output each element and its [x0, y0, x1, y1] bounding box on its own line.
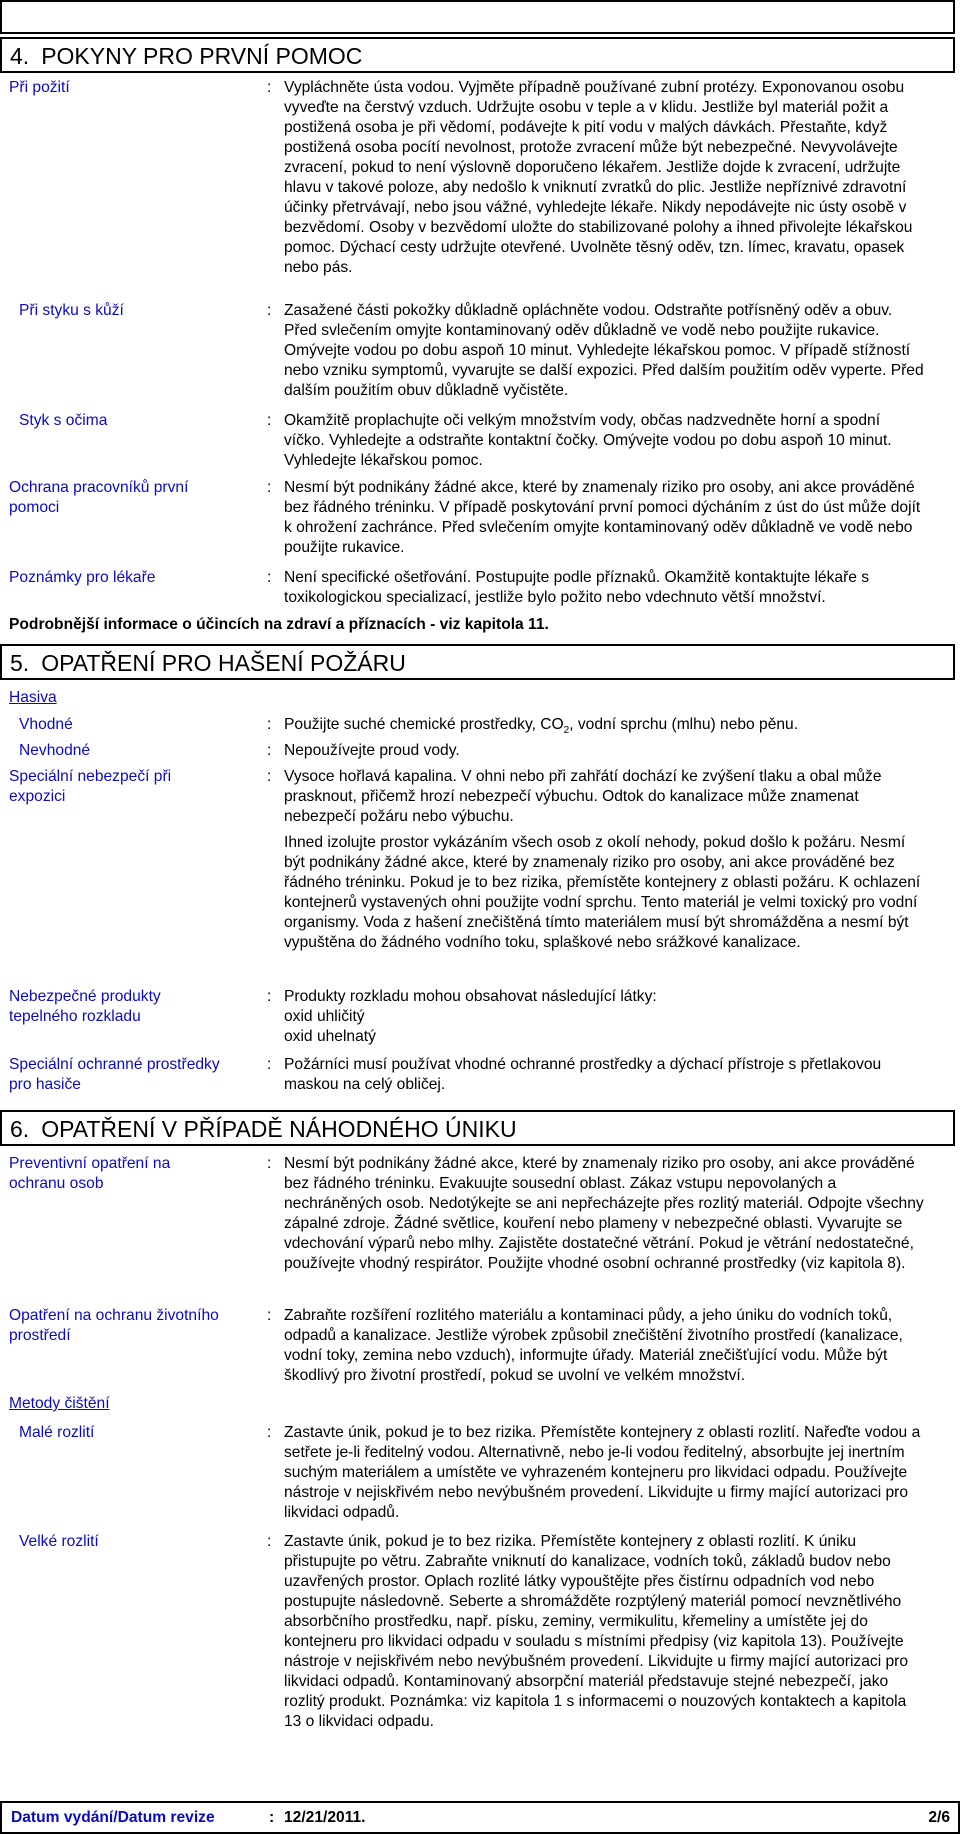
subheading: Hasiva [9, 689, 57, 706]
revision-date: 12/21/2011. [284, 1809, 366, 1826]
colon: : [267, 79, 272, 96]
section-title: OPATŘENÍ PRO HAŠENÍ POŽÁRU [41, 650, 406, 676]
section-5-heading [0, 644, 955, 680]
paragraph: Ihned izolujte prostor vykázáním všech osob z okolí nehody, pokud došlo k požáru. Nesmí být podnikány žádné akce, které by znamenaly riziko pro osoby, ani akce prováděné bez řádného tréninku. Pokud je to bez rizika, přemístěte kontejnery z oblasti požáru. K ochlazení kontejnerů vystavených ohni použijte vodní sprchu. Tento materiál je velmi toxický pro vodní organismy. Voda z hašení znečištěná tímto materiálem musí být shromážděna a nesmí být vypuštěna do žádného vodního toku, splaškové nebo srážkové kanalizace. [284, 834, 921, 951]
field-value: Není specifické ošetřování. Postupujte podle příznaků. Okamžitě kontaktujte lékaře s toxikologickou specializací, jestliže bylo požito nebo vdechnuto větší množství. [284, 569, 870, 606]
colon: : [267, 1533, 272, 1550]
colon: : [267, 1056, 272, 1073]
subheading: Metody čištění [9, 1395, 110, 1412]
field-label: Poznámky pro lékaře [9, 569, 156, 586]
page-footer [0, 1801, 960, 1834]
field-value: Zastavte únik, pokud je to bez rizika. Přemístěte kontejnery z oblasti rozlití. Nařeďte vodou a setřete je-li ředitelný vodou. Alternativně, nebo je-li vodou ředitelný, absorbujte jej inertním suchým materiálem a umístěte ve vyhrazeném kontejneru pro likvidaci odpadu. Používejte nástroje v nejiskřivém nebo nevýbušném provedení. Likvidujte u firmy mající autorizaci pro likvidaci odpadů. [284, 1424, 921, 1521]
field-value: Nesmí být podnikány žádné akce, které by znamenaly riziko pro osoby, ani akce prováděné bez řádného tréninku. V případě poskytování první pomoci dýcháním z úst do úst může dojít k ohrožení zachránce. Před svlečením omyjte kontaminovaný oděv důkladně ve vodě nebo použijte rukavice. [284, 479, 921, 556]
list-intro: Produkty rozkladu mohou obsahovat následující látky: [284, 988, 657, 1005]
section-title: POKYNY PRO PRVNÍ POMOC [41, 43, 363, 69]
colon: : [269, 1809, 275, 1826]
field-label: Opatření na ochranu životního prostředí [9, 1307, 219, 1344]
list-item: oxid uhelnatý [284, 1028, 376, 1045]
field-value: Použijte suché chemické prostředky, $CO_2$, vodní sprchu (mlhu) nebo pěnu. [284, 716, 799, 737]
field-label: Speciální ochranné prostředky pro hasiče [9, 1056, 220, 1093]
field-label: Nevhodné [19, 742, 91, 759]
page-number: 2/6 [928, 1809, 950, 1826]
field-label: Velké rozlití [19, 1533, 99, 1550]
colon: : [267, 479, 272, 496]
field-value: Zastavte únik, pokud je to bez rizika. Přemístěte kontejnery z oblasti rozlití. K úniku přistupujte po větru. Zabraňte vniknutí do kanalizace, vodních toků, základů budov nebo uzavřených prostor. Oplach rozlité látky vypouštějte přes čistírnu odpadních vod nebo postupujte následovně. Seberte a shromážděte rozptýlený materiál pomocí nevznětlivého absorbčního prostředku, např. písku, zeminy, vermikulitu, křemeliny a umístěte jej do kontejneru pro likvidaci odpadu v souladu s místními předpisy (viz kapitola 13). Používejte nástroje v nejiskřivém nebo nevýbušném provedení. Likvidujte u firmy mající autorizaci pro likvidaci odpadů. Kontaminovaný absorpční materiál představuje stejné nebezpečí, jako rozlitý produkt. Poznámka: viz kapitola 1 s informacemi o nouzových kontaktech a kapitola 13 o likvidaci odpadu. [284, 1533, 909, 1730]
section-number: 5. [10, 650, 30, 676]
field-label: Malé rozlití [19, 1424, 95, 1441]
field-label: Speciální nebezpečí při expozici [9, 768, 172, 805]
colon: : [267, 1424, 272, 1441]
revision-date-label: Datum vydání/Datum revize [11, 1809, 215, 1826]
paragraph: Vysoce hořlavá kapalina. V ohni nebo při zahřátí dochází ke zvýšení tlaku a obal může prasknout, přičemž hrozí nebezpečí výbuchu. Odtok do kanalizace může znamenat nebezpečí požáru nebo výbuchu. [284, 768, 882, 825]
section-6-heading [0, 1110, 955, 1146]
colon: : [267, 1155, 272, 1172]
section-number: 4. [10, 43, 30, 69]
field-value: Zabraňte rozšíření rozlitého materiálu a kontaminaci půdy, a jeho úniku do vodních toků, odpadů a kanalizace. Jestliže výrobek způsobil znečištění životního prostředí (kanalizace, vodní toky, zemina nebo vzduch), informujte úřady. Materiál znečišťující vodu. Může být škodlivý pro životní prostředí, pokud se uvolní ve velkém množství. [284, 1307, 903, 1384]
field-value: Nesmí být podnikány žádné akce, které by znamenaly riziko pro osoby, ani akce prováděné bez řádného tréninku. Evakuujte sousední oblast. Zákaz vstupu nepovolaných a nechráněných osob. Nedotýkejte se ani nepřecházejte přes rozlitý materiál. Odpojte všechny zápalné zdroje. Žádné světlice, kouření nebo plameny v nebezpečné oblasti. Vyvarujte se vdechování výparů nebo mlhy. Zajistěte dostatečné větrání. Pokud je větrání nedostatečné, používejte vhodný respirátor. Použijte vhodné osobní ochranné prostředky (viz kapitola 8). [284, 1155, 924, 1272]
colon: : [267, 768, 272, 785]
header-box [0, 0, 955, 34]
colon: : [267, 988, 272, 1005]
colon: : [267, 1307, 272, 1324]
colon: : [267, 569, 272, 586]
field-label: Ochrana pracovníků první pomoci [9, 479, 189, 516]
colon: : [267, 742, 272, 759]
field-label: Při styku s kůží [19, 302, 124, 319]
section-number: 6. [10, 1116, 30, 1142]
field-label: Vhodné [19, 716, 73, 733]
field-value [284, 987, 924, 1047]
colon: : [267, 302, 272, 319]
section-4-heading [0, 37, 955, 73]
field-label: Preventivní opatření na ochranu osob [9, 1155, 171, 1192]
field-label: Nebezpečné produkty tepelného rozkladu [9, 988, 161, 1025]
section-title: OPATŘENÍ V PŘÍPADĚ NÁHODNÉHO ÚNIKU [41, 1116, 517, 1142]
colon: : [267, 412, 272, 429]
field-label: Při požití [9, 79, 70, 96]
list-item: oxid uhličitý [284, 1008, 365, 1025]
field-value: Okamžitě proplachujte oči velkým množstvím vody, občas nadzvedněte horní a spodní víčko. Vyhledejte a odstraňte kontaktní čočky. Omývejte vodou po dobu aspoň 10 minut. Vyhledejte lékařskou pomoc. [284, 412, 892, 469]
subscript: 2 [563, 725, 570, 737]
field-value [284, 767, 924, 953]
field-value: Požárníci musí používat vhodné ochranné prostředky a dýchací přístroje s přetlakovou maskou na celý obličej. [284, 1056, 882, 1093]
colon: : [267, 716, 272, 733]
field-value: Zasažené části pokožky důkladně opláchněte vodou. Odstraňte potřísněný oděv a obuv. Před svlečením omyjte kontaminovaný oděv důkladně ve vodě nebo použijte rukavice. Omývejte vodou po dobu aspoň 10 minut. Vyhledejte lékařskou pomoc. V případě stížností nebo vzniku symptomů, vyvarujte se další expozici. Před dalším použitím oděv vyperte. Před dalším použitím obuv důkladně vyčistěte. [284, 302, 924, 399]
health-effects-note: Podrobnější informace o účincích na zdraví a příznacích - viz kapitola 11. [9, 616, 549, 633]
field-value: Vypláchněte ústa vodou. Vyjměte případně používané zubní protézy. Exponovanou osobu vyveďte na čerstvý vzduch. Udržujte osobu v teple a v klidu. Jestliže byl materiál požit a postižená osoba je při vědomí, podávejte k pití vodu v malých dávkách. Přestaňte, když postižená osoba pocítí nevolnost, protože zvracení může být nebezpečné. Nevyvolávejte zvracení, pokud to není výslovně doporučeno lékařem. Jestliže dojde k zvracení, udržujte hlavu v takové poloze, aby nedošlo k vniknutí zvratků do plic. Jestliže nepříznivé zdravotní účinky přetrvávají, nebo jsou vážné, vyhledejte lékaře. Nikdy nepodávejte nic ústy osobě v bezvědomí. Osoby v bezvědomí uložte do stabilizované polohy a ihned přivolejte lékařskou pomoc. Dýchací cesty udržujte otevřené. Uvolněte těsný oděv, tzn. límec, kravatu, opasek nebo pás. [284, 79, 913, 276]
field-label: Styk s očima [19, 412, 108, 429]
field-value: Nepoužívejte proud vody. [284, 742, 460, 759]
